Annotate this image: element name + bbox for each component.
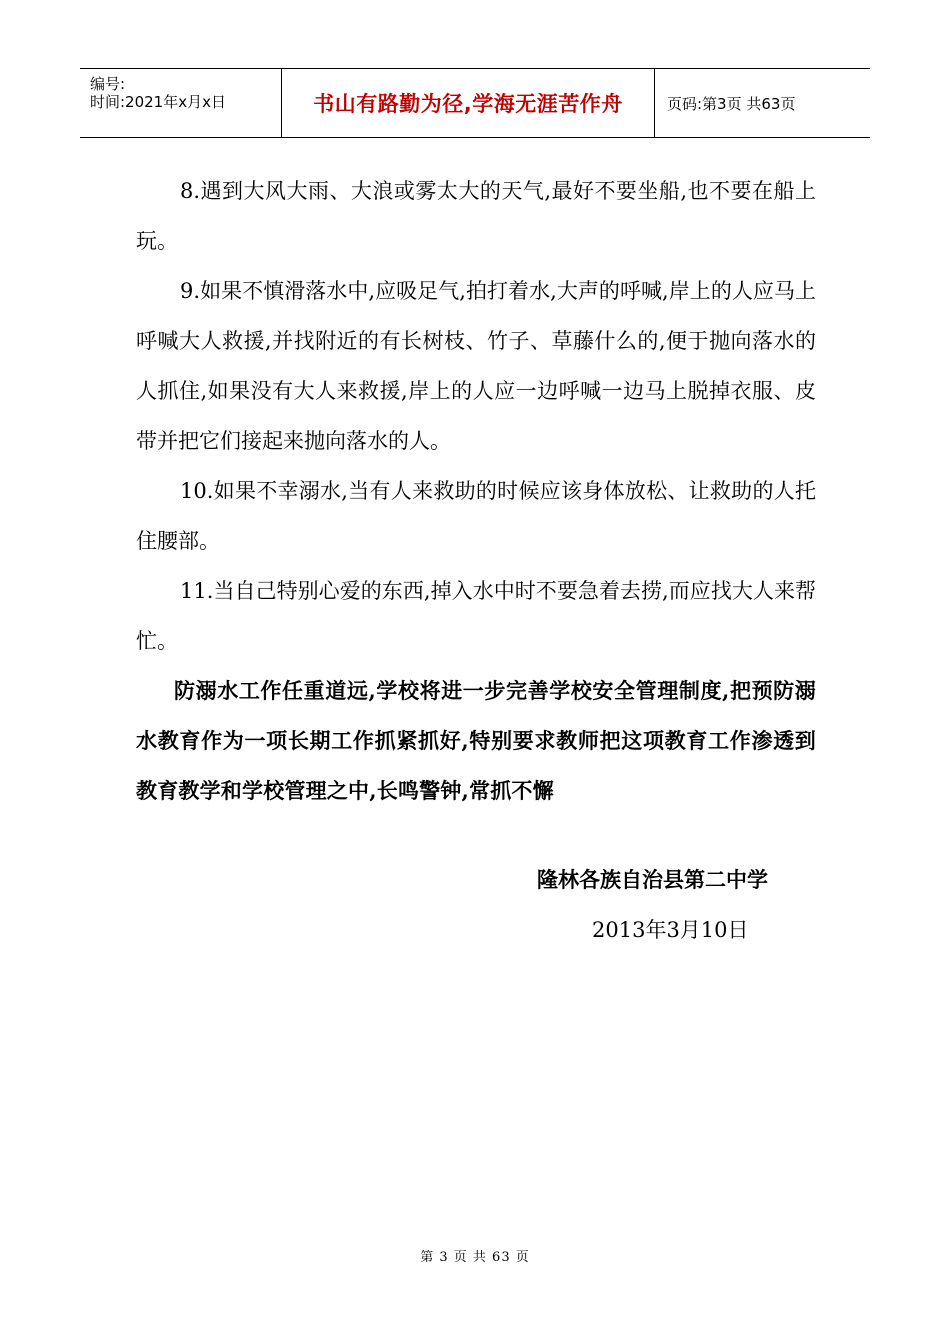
document-body [136,166,816,816]
closing-paragraph: 防溺水工作任重道远,学校将进一步完善学校安全管理制度,把预防溺水教育作为一项长期工作抓紧抓好,特别要求教师把这项教育工作渗透到教育教学和学校管理之中,长鸣警钟,常抓不懈 [136,678,816,803]
document-number-label: 编号: [90,75,126,93]
signature-date: 2013年3月10日 [592,918,749,942]
paragraph-10: 10.如果不幸溺水,当有人来救助的时候应该身体放松、让救助的人托住腰部。 [136,479,816,553]
header-page-info: 页码:第3页 共63页 [667,94,796,113]
paragraph-11: 11.当自己特别心爱的东西,掉入水中时不要急着去捞,而应找大人来帮忙。 [136,579,816,653]
document-header [80,68,870,138]
page-footer: 第 3 页 共 63 页 [420,1250,530,1265]
header-motto: 书山有路勤为径,学海无涯苦作舟 [313,92,623,116]
document-time-label: 时间:2021年x月x日 [90,93,226,111]
header-meta [80,69,282,137]
paragraph-9: 9.如果不慎滑落水中,应吸足气,拍打着水,大声的呼喊,岸上的人应马上呼喊大人救援,并找附近的有长树枝、竹子、草藤什么的,便于抛向落水的人抓住,如果没有大人来救援,岸上的人应一边呼喊一边马上脱掉衣服、皮带并把它们接起来抛向落水的人。 [136,279,816,453]
signature-school: 隆林各族自治县第二中学 [537,867,768,892]
header-motto-cell [282,69,655,137]
paragraph-8: 8.遇到大风大雨、大浪或雾太大的天气,最好不要坐船,也不要在船上玩。 [136,179,816,253]
